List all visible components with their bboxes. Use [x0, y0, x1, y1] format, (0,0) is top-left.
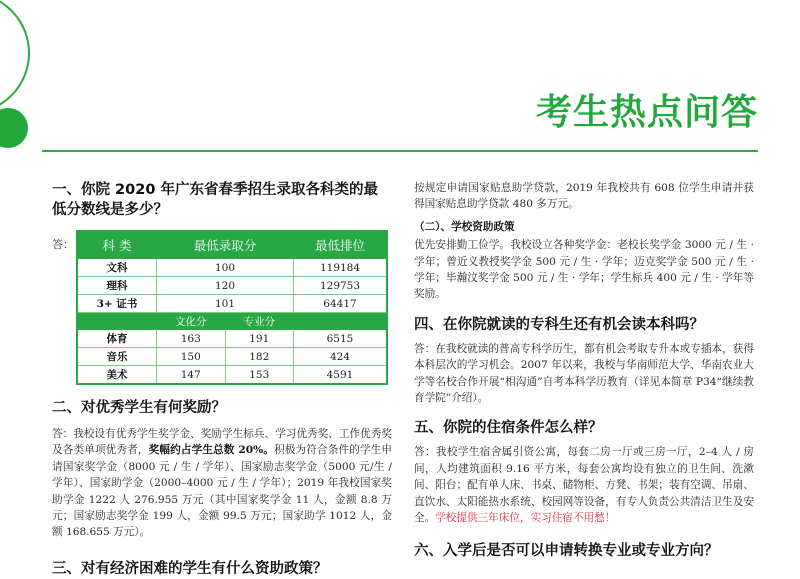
cell-culture-score: 147 [157, 366, 226, 385]
answer-text: 答：我校设有优秀学生奖学金、奖励学生标兵、学习优秀奖、工作优秀奖及各类单项优秀者， [52, 428, 392, 457]
question-5-answer [414, 444, 754, 526]
cell-empty [77, 313, 157, 330]
answer-text: 答：我校学生宿舍属引资公寓，每套二房一厅或三房一厅，2–4 人 / 房间，人均建筑面积 9.16 平方米，每套公寓均设有独立的卫生间、洗漱间、阳台；配有单人床、书桌、储物柜、方凳、书架；装有空调、吊扇、直饮水、太阳能热水系统、校园网等设备，有专人负责公共清洁卫生及安全。 [414, 446, 754, 525]
cell-rank: 129753 [294, 277, 388, 295]
subheader-culture: 文化分 [157, 313, 226, 330]
answer-text: 积极为符合条件的学生申请国家奖学金（8000 元 / 生 / 学年）、国家励志奖学金（5000 元/生 / 学年）、国家助学金（2000–4000 元 / 生 / 学年）；2019 年我校国家奖助学金 1222 人 276.955 万元（其中国家奖学金 11 人，金额 8.8 万元；国家励志奖学金 199 人，金额 99.5 万元；国家助学 1012 人，金额 168.655 万元）。 [52, 444, 393, 539]
cell-score: 120 [157, 277, 294, 295]
question-6-title: 六、入学后是否可以申请转换专业或专业方向？ [414, 542, 719, 559]
admission-score-table [76, 230, 388, 385]
cell-culture-score: 163 [157, 330, 226, 348]
left-column [52, 160, 392, 220]
page-title: 考生热点问答 [535, 92, 758, 133]
cell-score: 100 [157, 259, 294, 277]
answer-label: 答： [52, 238, 74, 251]
table-row [77, 366, 387, 385]
table-row [77, 348, 387, 366]
question-4-title: 四、在你院就读的专科生还有机会读本科吗？ [414, 316, 704, 333]
answer-highlight: 学校提供三年床位，实习住宿不用愁！ [435, 512, 616, 525]
col-header-category: 科 类 [77, 231, 157, 259]
right-column [414, 180, 754, 561]
loan-paragraph: 按规定申请国家贴息助学贷款，2019 年我校共有 608 位学生申请并获得国家贴息助学贷款 480 多万元。 [414, 182, 754, 211]
cell-category: 美术 [77, 366, 157, 385]
subsection-2-title: （二）、学校资助政策 [414, 220, 515, 233]
cell-category: 文科 [77, 259, 157, 277]
decorative-circle [0, 0, 30, 114]
cell-major-score: 182 [225, 348, 294, 366]
cell-category: 音乐 [77, 348, 157, 366]
question-2-title: 二、对优秀学生有何奖励？ [52, 400, 226, 416]
cell-empty [294, 313, 388, 330]
table-row [77, 330, 387, 348]
answer-emphasis: 奖幅约占学生总数 20%。 [148, 444, 275, 457]
decorative-dot [0, 108, 28, 148]
question-1-title: 一、你院 2020 年广东省春季招生录取各科类的最低分数线是多少？ [52, 182, 378, 218]
question-2-answer [52, 426, 392, 541]
cell-rank: 119184 [294, 259, 388, 277]
cell-major-score: 153 [225, 366, 294, 385]
cell-rank: 424 [294, 348, 388, 366]
cell-score: 101 [157, 295, 294, 313]
cell-rank: 6515 [294, 330, 388, 348]
subheader-major: 专业分 [225, 313, 294, 330]
col-header-score: 最低录取分 [157, 231, 294, 259]
cell-rank: 64417 [294, 295, 388, 313]
question-4-answer: 答：在我校就读的普高专科学历生，都有机会考取专升本或专插本，获得本科层次的学习机会。2007 年以来，我校与华南师范大学、华南农业大学等名校合作开展“相沟通”自考本科学历教育（详见本简章 P34“继续教育学院”介绍）。 [414, 342, 754, 405]
school-aid-paragraph: 优先安排勤工俭学。我校设立各种奖学金：老校长奖学金 3000 元 / 生 · 学年；曾近义教授奖学金 500 元 / 生 · 学年；迈克奖学金 500 元 / 生 · 学年；毕瀚汶奖学金 500 元 / 生 · 学年；学生标兵 400 元 / 生 · 学年等奖励。 [414, 239, 754, 301]
cell-major-score: 191 [225, 330, 294, 348]
header-divider [42, 150, 758, 152]
cell-culture-score: 150 [157, 348, 226, 366]
cell-category: 3+ 证书 [77, 295, 157, 313]
left-column-lower [52, 398, 392, 579]
question-3-title: 三、对有经济困难的学生有什么资助政策？ [52, 560, 328, 577]
table-header-row [77, 231, 387, 259]
table-subheader-row [77, 313, 387, 330]
table-row [77, 259, 387, 277]
cell-category: 体育 [77, 330, 157, 348]
col-header-rank: 最低排位 [294, 231, 388, 259]
table-row [77, 277, 387, 295]
cell-rank: 4591 [294, 366, 388, 385]
table-row [77, 295, 387, 313]
cell-category: 理科 [77, 277, 157, 295]
question-5-title: 五、你院的住宿条件怎么样？ [414, 420, 603, 437]
